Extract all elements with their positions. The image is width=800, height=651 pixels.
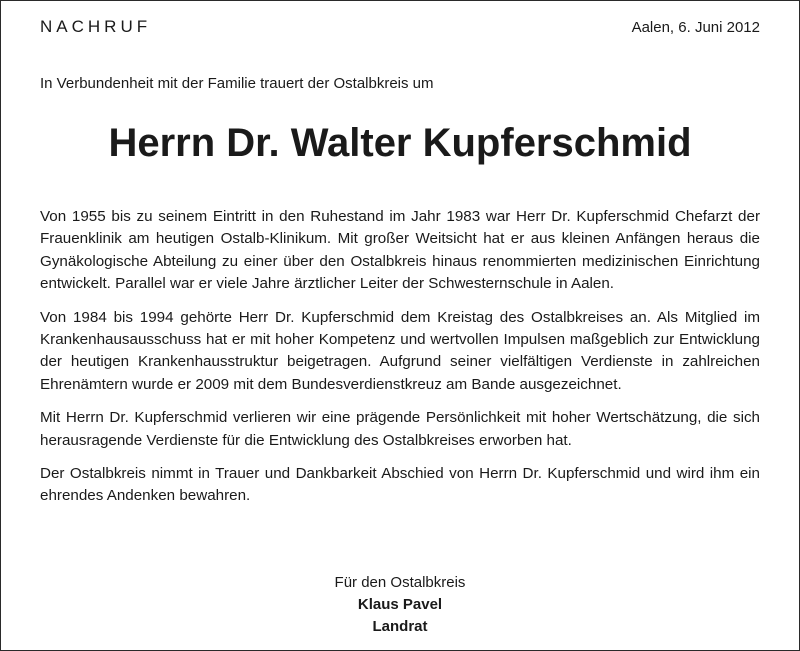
paragraph-farewell: Der Ostalbkreis nimmt in Trauer und Dankbarkeit Abschied von Herrn Dr. Kupferschmid und wird ihm ein ehrendes Andenken bewahren. xyxy=(40,465,760,505)
notice-date: Aalen, 6. Juni 2012 xyxy=(631,19,760,36)
signature-org: Für den Ostalbkreis xyxy=(334,574,466,591)
obituary-body xyxy=(40,206,760,519)
intro-line: In Verbundenheit mit der Familie trauert der Ostalbkreis um xyxy=(40,75,434,92)
signature-title: Landrat xyxy=(372,618,428,635)
signature-block xyxy=(0,572,800,638)
deceased-name: Herrn Dr. Walter Kupferschmid xyxy=(108,121,692,165)
paragraph-tribute: Mit Herrn Dr. Kupferschmid verlieren wir eine prägende Persönlichkeit mit hoher Wertschätzung, die sich herausragende Verdienste für die Entwicklung des Ostalbkreises erworben hat. xyxy=(40,409,760,449)
signature-name: Klaus Pavel xyxy=(357,596,443,613)
paragraph-kreistag: Von 1984 bis 1994 gehörte Herr Dr. Kupferschmid dem Kreistag des Ostalbkreises an. Als Mitglied im Krankenhausausschuss hat er mit hoher Kompetenz und wertvollen Impulsen maßgeblich zur Entwicklung der heutigen Krankenhausstruktur beigetragen. Aufgrund seiner vielfältigen Verdienste in zahlreichen Ehrenämtern wurde er 2009 mit dem Bundesverdienstkreuz am Bande ausgezeichnet. xyxy=(40,308,760,393)
notice-label: NACHRUF xyxy=(40,17,152,36)
paragraph-career: Von 1955 bis zu seinem Eintritt in den Ruhestand im Jahr 1983 war Herr Dr. Kupferschmid Chefarzt der Frauenklinik am heutigen Ostalb-Klinikum. Mit großer Weitsicht hat er aus kleinen Anfängen heraus die Gynäkologische Abteilung zu einer über den Ostalbkreis hinaus renommierten medizinischen Einrichtung entwickelt. Parallel war er viele Jahre ärztlicher Leiter der Schwesternschule in Aalen. xyxy=(40,208,760,293)
